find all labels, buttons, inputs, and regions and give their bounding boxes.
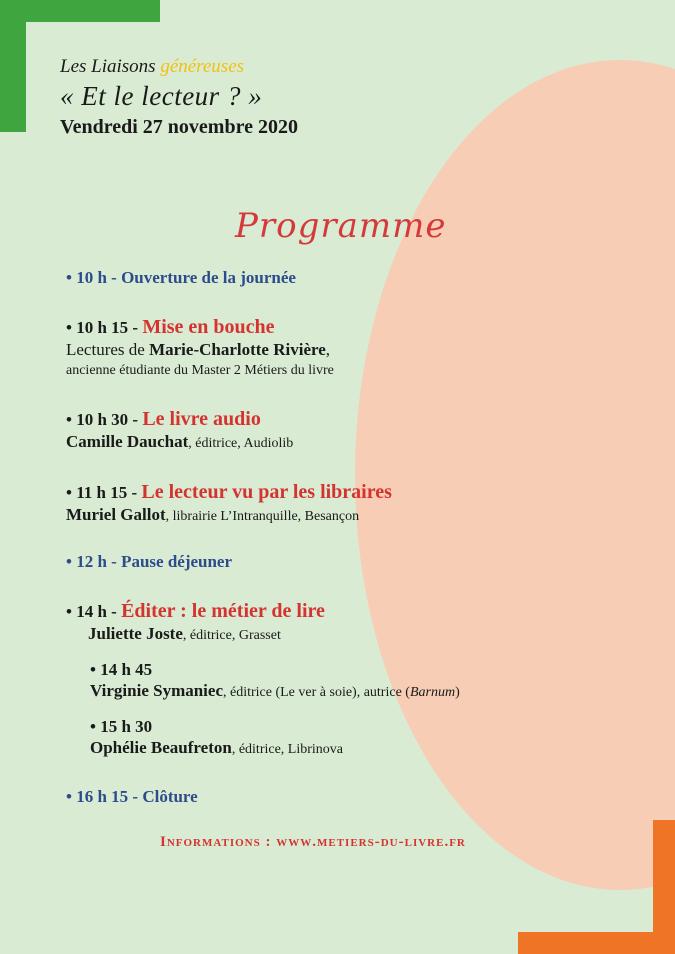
series-prefix: Les Liaisons <box>60 56 156 77</box>
programme-subitem-1445 <box>90 660 460 704</box>
speaker-description: ancienne étudiante du Master 2 Métiers du livre <box>66 363 334 378</box>
item-time: • 10 h 15 - <box>66 318 143 337</box>
bullet: • <box>66 552 77 571</box>
header <box>60 56 298 140</box>
item-time: • 14 h 45 <box>90 660 153 679</box>
item-intro: Lectures de <box>66 340 150 359</box>
item-text: 16 h 15 - Clôture <box>76 787 198 806</box>
programme-item-mise-en-bouche <box>66 316 334 381</box>
item-title: Éditer : le métier de lire <box>121 600 325 622</box>
item-punct: , <box>325 340 331 359</box>
orange-corner-bar <box>518 932 675 954</box>
book-title: Barnum <box>409 685 456 700</box>
programme-item-editer <box>66 600 325 647</box>
item-time: • 11 h 15 - <box>66 483 142 502</box>
speaker-role: , éditrice, Librinova <box>231 742 344 757</box>
speaker-name: Juliette Joste <box>88 624 183 643</box>
role-end: ) <box>455 685 460 700</box>
speaker-name: Camille Dauchat <box>66 432 189 451</box>
programme-item-libraires <box>66 481 392 528</box>
speaker-role: , librairie L’Intranquille, Besançon <box>165 509 360 524</box>
bullet: • <box>66 787 77 806</box>
orange-corner-bar-vertical <box>653 820 675 954</box>
event-date: Vendredi 27 novembre 2020 <box>60 116 298 138</box>
item-time: • 15 h 30 <box>90 717 153 736</box>
programme-subitem-1530 <box>90 717 343 761</box>
info-link[interactable]: Informations : www.metiers-du-livre.fr <box>160 834 466 850</box>
item-time: • 10 h 30 - <box>66 410 143 429</box>
background-circle <box>355 60 675 890</box>
programme-title: Programme <box>235 206 447 246</box>
speaker-role: , éditrice, Grasset <box>182 628 281 643</box>
green-corner-bar-vertical <box>0 0 26 132</box>
event-title: « Et le lecteur ? » <box>60 81 263 111</box>
item-title: Le lecteur vu par les libraires <box>141 481 392 503</box>
speaker-name: Virginie Symaniec <box>90 681 223 700</box>
speaker-name: Ophélie Beaufreton <box>90 738 232 757</box>
speaker-role: , éditrice (Le ver à soie), autrice ( <box>223 685 410 700</box>
item-text: 12 h - Pause déjeuner <box>76 552 233 571</box>
speaker-name: Muriel Gallot <box>66 505 166 524</box>
programme-item-lunch <box>66 552 232 572</box>
speaker-name: Marie-Charlotte Rivière <box>149 340 326 359</box>
event-series <box>60 56 298 78</box>
programme-item-opening <box>66 268 296 288</box>
speaker-role: , éditrice, Audiolib <box>188 436 294 451</box>
series-highlight: généreuses <box>160 56 245 77</box>
item-title: Mise en bouche <box>142 316 275 338</box>
bullet: • <box>66 268 77 287</box>
programme-item-livre-audio <box>66 408 293 455</box>
item-title: Le livre audio <box>142 408 261 430</box>
item-time: • 14 h - <box>66 602 122 621</box>
item-text: 10 h - Ouverture de la journée <box>76 268 296 287</box>
programme-item-closing <box>66 787 198 807</box>
